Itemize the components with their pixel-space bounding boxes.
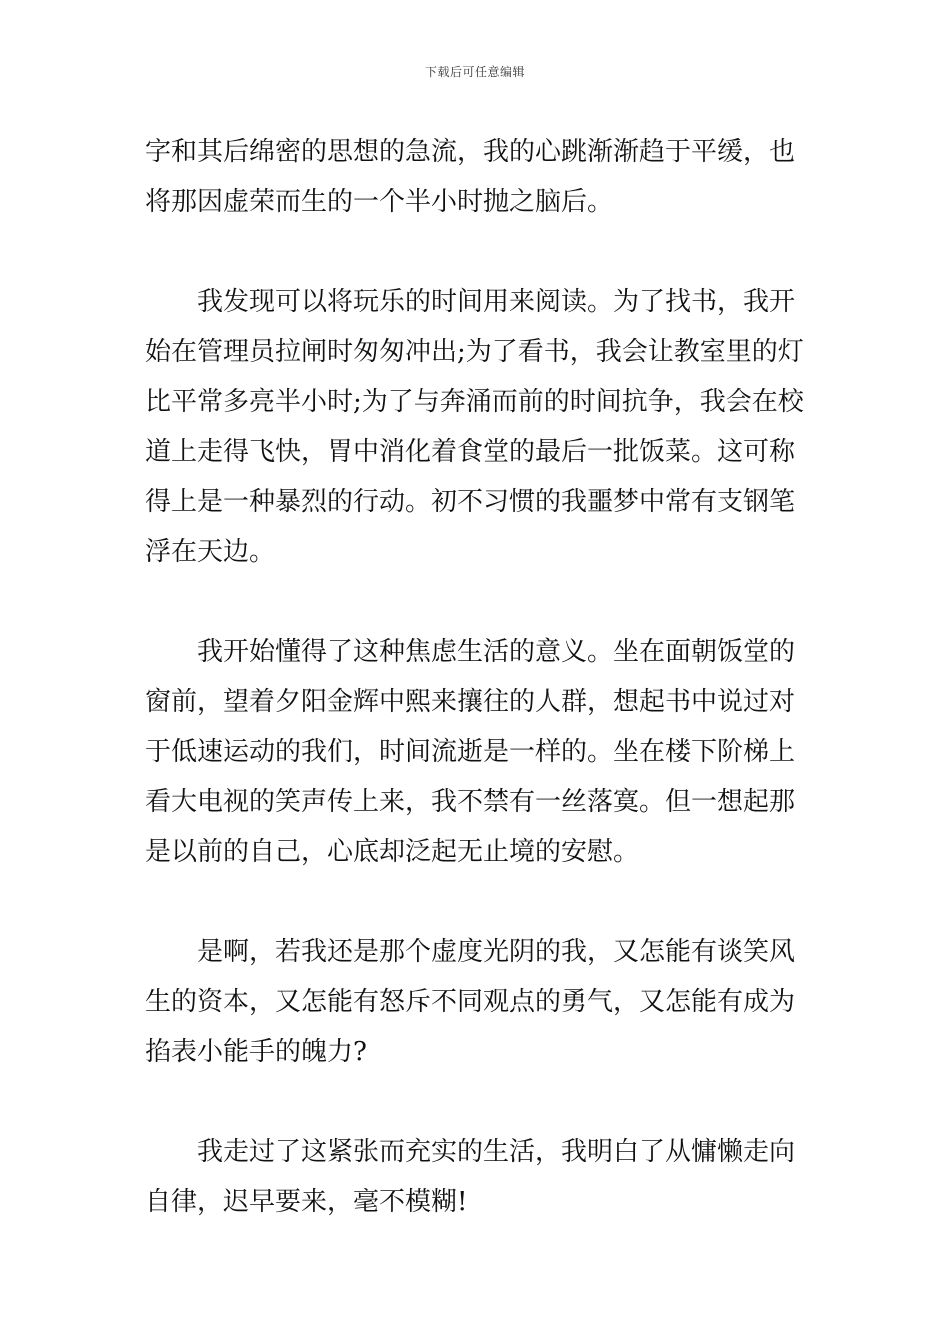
- paragraph-1: 字和其后绵密的思想的急流，我的心跳渐渐趋于平缓，也将那因虚荣而生的一个半小时抛之脑后。: [145, 137, 796, 217]
- paragraph-5: 我走过了这紧张而充实的生活，我明白了从慵懒走向自律，迟早要来，毫不模糊!: [145, 1137, 796, 1217]
- document-body: [145, 127, 810, 1227]
- page-header: 下载后可任意编辑: [424, 65, 525, 79]
- paragraph-3: 我开始懂得了这种焦虑生活的意义。坐在面朝饭堂的窗前，望着夕阳金辉中熙来攘往的人群，想起书中说过对于低速运动的我们，时间流逝是一样的。坐在楼下阶梯上看大电视的笑声传上来，我不禁有一丝落寞。但一想起那是以前的自己，心底却泛起无止境的安慰。: [145, 637, 796, 867]
- paragraph-2: 我发现可以将玩乐的时间用来阅读。为了找书，我开始在管理员拉闸时匆匆冲出;为了看书，我会让教室里的灯比平常多亮半小时;为了与奔涌而前的时间抗争，我会在校道上走得飞快，胃中消化着食堂的最后一批饭菜。这可称得上是一种暴烈的行动。初不习惯的我噩梦中常有支钢笔浮在天边。: [145, 287, 804, 567]
- paragraph-4: 是啊，若我还是那个虚度光阴的我，又怎能有谈笑风生的资本，又怎能有怒斥不同观点的勇气，又怎能有成为掐表小能手的魄力?: [145, 937, 796, 1067]
